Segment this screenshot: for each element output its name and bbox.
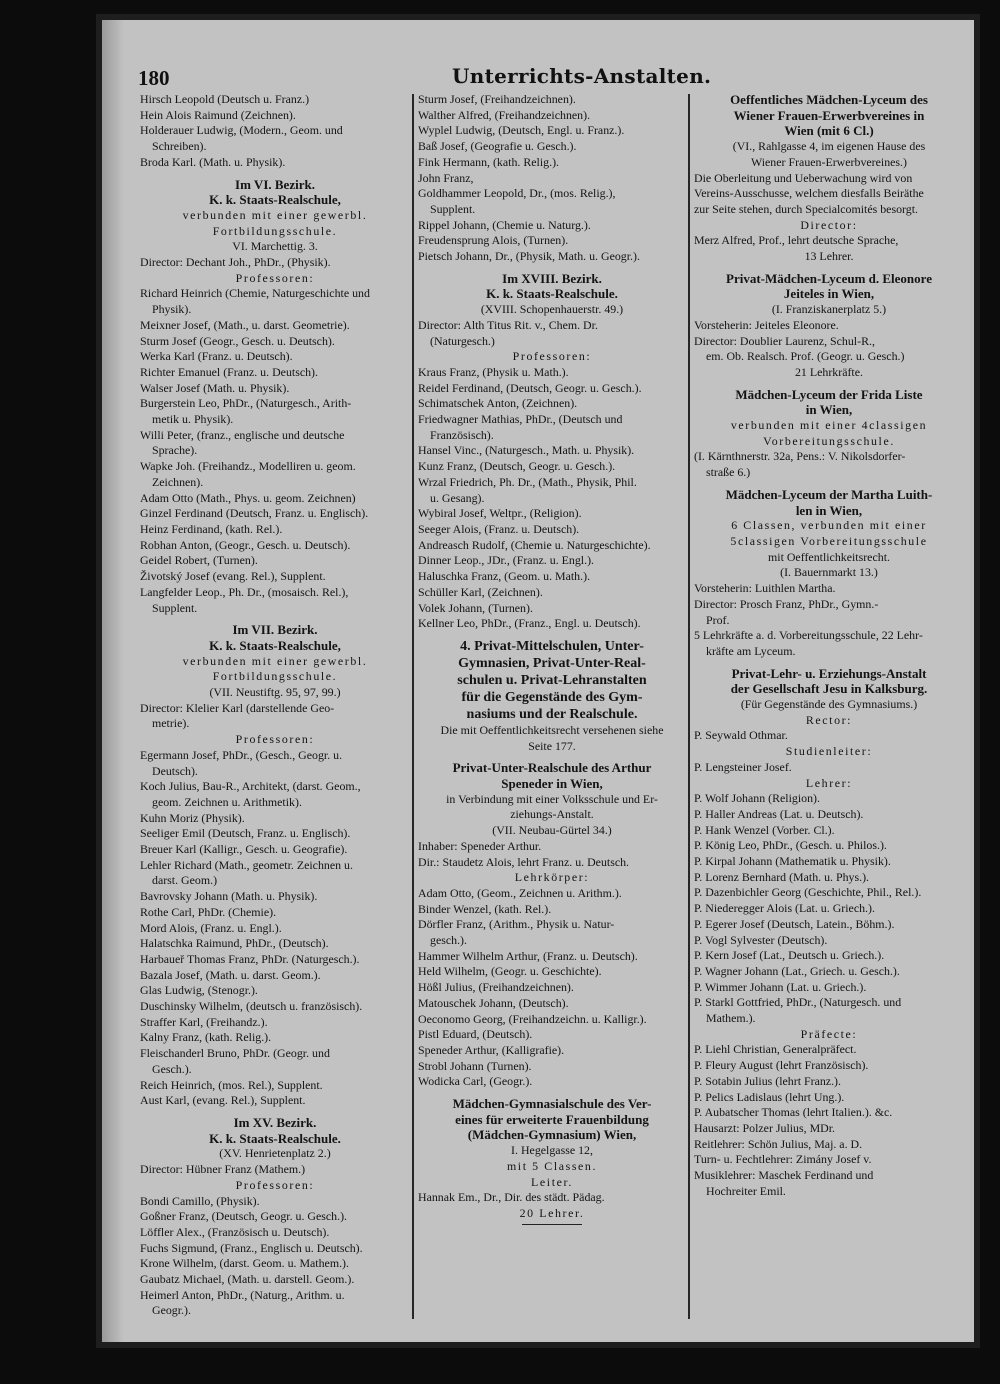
section-end-rule	[522, 1224, 582, 1225]
entry-line: Meixner Josef, (Math., u. darst. Geometrie).	[140, 317, 350, 332]
centered-line: in Verbindung mit einer Volksschule und Er-	[446, 791, 658, 806]
entry-line: Director: Prosch Franz, PhDr., Gymn.-	[694, 596, 879, 611]
entry-line: Musiklehrer: Maschek Ferdinand und	[694, 1168, 874, 1183]
major-heading: Gymnasien, Privat-Unter-Real-	[458, 655, 646, 671]
centered-line: (VII. Neubau-Gürtel 34.)	[492, 823, 612, 838]
spaced-label: Leiter.	[531, 1174, 573, 1189]
entry-line: Werka Karl (Franz. u. Deutsch).	[140, 349, 293, 364]
entry-line: Hansel Vinc., (Naturgesch., Math. u. Physik).	[418, 443, 635, 458]
entry-line: Ginzel Ferdinand (Deutsch, Franz. u. Englisch).	[140, 506, 369, 521]
page-number: 180	[138, 66, 170, 90]
entry-line: Oeconomo Georg, (Freihandzeichn. u. Kalligr.).	[418, 1011, 647, 1026]
entry-line: Strobl Johann (Turnen).	[418, 1058, 532, 1073]
entry-line: Reitlehrer: Schön Julius, Maj. a. D.	[694, 1136, 863, 1151]
spaced-label: mit 5 Classen.	[506, 1158, 598, 1173]
entry-line: Goldhammer Leopold, Dr., (mos. Relig.),	[418, 186, 616, 201]
entry-continuation: Gesch.).	[152, 1061, 192, 1076]
entry-line: Heimerl Anton, PhDr., (Naturg., Arithm. u.	[140, 1287, 345, 1302]
running-head: Unterrichts-Anstalten.	[452, 64, 712, 88]
entry-line: P. Dazenbichler Georg (Geschichte, Phil., Rel.).	[694, 885, 922, 900]
section-heading: (Mädchen-Gymnasium) Wien,	[467, 1127, 637, 1143]
section-heading: Mädchen-Lyceum der Frida Liste	[735, 386, 923, 402]
entry-continuation: Schreiben).	[152, 139, 207, 154]
entry-line: Walser Josef (Math. u. Physik).	[140, 380, 290, 395]
entry-line: Baß Josef, (Geografie u. Gesch.).	[418, 139, 577, 154]
entry-continuation: Sprache).	[152, 443, 198, 458]
page-gutter	[102, 20, 124, 1342]
section-heading: Mädchen-Lyceum der Martha Luith-	[725, 486, 933, 502]
spaced-label: Director:	[800, 217, 858, 232]
centered-line: I. Hegelgasse 12,	[511, 1143, 593, 1158]
entry-continuation: Zeichnen).	[152, 474, 204, 489]
entry-line: Fuchs Sigmund, (Franz., Englisch u. Deutsch).	[140, 1240, 363, 1255]
entry-line: Burgerstein Leo, PhDr., (Naturgesch., Arith-	[140, 396, 352, 411]
section-heading: Privat-Lehr- u. Erziehungs-Anstalt	[731, 665, 927, 681]
entry-line: Die Oberleitung und Ueberwachung wird von	[694, 170, 913, 185]
entry-line: P. Wimmer Johann (Lat. u. Griech.).	[694, 979, 867, 994]
entry-continuation: u. Gesang).	[430, 490, 485, 505]
entry-line: Sturm Josef, (Freihandzeichnen).	[418, 92, 576, 106]
entry-line: Bazala Josef, (Math. u. darst. Geom.).	[140, 967, 321, 982]
entry-continuation: Mathem.).	[706, 1011, 756, 1026]
spaced-label: Vorbereitungsschule.	[763, 433, 895, 448]
spaced-label: verbunden mit einer gewerbl.	[182, 653, 368, 668]
entry-line: P. König Leo, PhDr., (Gesch. u. Philos.).	[694, 838, 887, 853]
centered-line: Die mit Oeffentlichkeitsrecht versehenen siehe	[440, 722, 664, 737]
section-heading: der Gesellschaft Jesu in Kalksburg.	[730, 681, 928, 697]
entry-line: Hausarzt: Polzer Julius, MDr.	[694, 1121, 836, 1135]
entry-continuation: Französisch).	[430, 427, 494, 442]
entry-line: P. Kern Josef (Lat., Deutsch u. Griech.).	[694, 948, 885, 963]
spaced-label: Lehrkörper:	[514, 870, 590, 885]
entry-line: P. Fleury August (lehrt Französisch).	[694, 1058, 869, 1073]
entry-line: Turn- u. Fechtlehrer: Zimány Josef v.	[694, 1152, 872, 1167]
entry-line: P. Niederegger Alois (Lat. u. Griech.).	[694, 901, 875, 916]
spaced-label: Professoren:	[512, 349, 592, 364]
entry-line: P. Sotabin Julius (lehrt Franz.).	[694, 1073, 841, 1088]
section-heading: Im XVIII. Bezirk.	[502, 270, 602, 286]
entry-line: Wrzal Friedrich, Ph. Dr., (Math., Physik, Phil.	[418, 474, 637, 489]
entry-line: Hößl Julius, (Freihandzeichnen).	[418, 980, 574, 995]
entry-line: Wybiral Josef, Weltpr., (Religion).	[418, 506, 582, 521]
text-column-right	[694, 92, 964, 1200]
entry-line: Pietsch Johann, Dr., (Physik, Math. u. Geogr.).	[418, 249, 640, 264]
entry-line: Seeliger Emil (Deutsch, Franz. u. Englisch).	[140, 826, 351, 841]
entry-line: (I. Kärnthnerstr. 32a, Pens.: V. Nikolsdorfer-	[694, 449, 906, 464]
entry-line: P. Haller Andreas (Lat. u. Deutsch).	[694, 806, 864, 821]
entry-line: Dir.: Staudetz Alois, lehrt Franz. u. Deutsch.	[418, 854, 630, 869]
entry-line: John Franz,	[418, 170, 474, 185]
entry-line: Krone Wilhelm, (darst. Geom. u. Mathem.).	[140, 1256, 349, 1271]
entry-line: Wyplel Ludwig, (Deutsch, Engl. u. Franz.).	[418, 123, 625, 138]
column-rule	[688, 94, 690, 1319]
entry-line: Director: Hübner Franz (Mathem.)	[140, 1162, 306, 1177]
entry-line: Langfelder Leop., Ph. Dr., (mosaisch. Rel.),	[140, 584, 349, 599]
entry-line: Freudensprung Alois, (Turnen).	[418, 233, 569, 248]
centered-line: mit Oeffentlichkeitsrecht.	[768, 549, 890, 564]
entry-continuation: kräfte am Lyceum.	[706, 643, 796, 658]
entry-line: Wapke Joh. (Freihandz., Modelliren u. geom.	[140, 459, 356, 474]
centered-line: Wiener Frauen-Erwerbvereines.)	[750, 154, 907, 169]
entry-line: Broda Karl. (Math. u. Physik).	[140, 154, 286, 169]
entry-line: Director: Doublier Laurenz, Schul-R.,	[694, 333, 875, 348]
entry-line: Löffler Alex., (Französisch u. Deutsch).	[140, 1224, 330, 1239]
centered-line: (Für Gegenstände des Gymnasiums.)	[740, 697, 918, 712]
entry-line: Hein Alois Raimund (Zeichnen).	[140, 107, 296, 122]
section-heading: Wien (mit 6 Cl.)	[784, 123, 874, 139]
entry-line: Fink Hermann, (kath. Relig.).	[418, 154, 560, 169]
entry-line: Holderauer Ludwig, (Modern., Geom. und	[140, 123, 343, 138]
spaced-label: Lehrer:	[805, 775, 853, 790]
section-heading: Privat-Mädchen-Lyceum d. Eleonore	[726, 270, 932, 286]
entry-line: Hirsch Leopold (Deutsch u. Franz.)	[140, 92, 310, 106]
entry-line: P. Pelics Ladislaus (lehrt Ung.).	[694, 1089, 845, 1104]
spaced-label: verbunden mit einer 4classigen	[730, 418, 928, 433]
entry-line: Kellner Leo, PhDr., (Franz., Engl. u. Deutsch).	[418, 616, 641, 631]
spaced-label: Professoren:	[235, 732, 315, 747]
entry-line: Duschinsky Wilhelm, (deutsch u. französisch).	[140, 999, 363, 1014]
entry-line: P. Wagner Johann (Lat., Griech. u. Gesch.).	[694, 963, 900, 978]
entry-line: Richter Emanuel (Franz. u. Deutsch).	[140, 364, 318, 379]
entry-line: Volek Johann, (Turnen).	[418, 600, 533, 615]
entry-line: Lehler Richard (Math., geometr. Zeichnen u.	[140, 857, 353, 872]
centered-line: (VII. Neustiftg. 95, 97, 99.)	[209, 685, 341, 700]
entry-line: Dinner Leop., JDr., (Franz. u. Engl.).	[418, 553, 595, 568]
entry-line: Sturm Josef (Geogr., Gesch. u. Deutsch).	[140, 333, 335, 348]
entry-line: 5 Lehrkräfte a. d. Vorbereitungsschule, 22 Lehr-	[694, 628, 923, 643]
entry-line: Geidel Robert, (Turnen).	[140, 553, 258, 568]
spaced-label: Professoren:	[235, 1177, 315, 1192]
entry-line: Breuer Karl (Kalligr., Gesch. u. Geografie).	[140, 842, 348, 857]
section-heading: Im XV. Bezirk.	[233, 1115, 317, 1130]
entry-line: Held Wilhelm, (Geogr. u. Geschichte).	[418, 964, 602, 979]
section-heading: in Wien,	[805, 402, 853, 418]
entry-line: Reidel Ferdinand, (Deutsch, Geogr. u. Gesch.).	[418, 380, 642, 395]
spaced-label: Studienleiter:	[785, 744, 873, 759]
entry-line: Glas Ludwig, (Stenogr.).	[140, 983, 258, 998]
entry-line: Willi Peter, (franz., englische und deutsche	[140, 427, 345, 442]
entry-line: Walther Alfred, (Freihandzeichnen).	[418, 107, 591, 122]
entry-line: P. Aubatscher Thomas (lehrt Italien.). &c.	[694, 1105, 893, 1120]
section-heading: Speneder in Wien,	[501, 776, 603, 792]
entry-line: Mord Alois, (Franz. u. Engl.).	[140, 920, 282, 935]
entry-line: P. Hank Wenzel (Vorber. Cl.).	[694, 822, 835, 837]
centered-line: (XV. Henrietenplatz 2.)	[219, 1146, 331, 1161]
entry-continuation: (Naturgesch.)	[430, 333, 495, 348]
entry-line: Robhan Anton, (Geogr., Gesch. u. Deutsch).	[140, 537, 351, 552]
entry-line: Reich Heinrich, (mos. Rel.), Supplent.	[140, 1077, 323, 1092]
centered-line: (I. Bauernmarkt 13.)	[780, 565, 878, 580]
entry-line: Director: Dechant Joh., PhDr., (Physik).	[140, 255, 331, 270]
spaced-label: Präfecte:	[800, 1026, 858, 1041]
entry-continuation: Physik).	[152, 302, 192, 317]
centered-line: Seite 177.	[528, 738, 576, 753]
section-heading: eines für erweiterte Frauenbildung	[455, 1111, 649, 1127]
entry-line: Inhaber: Speneder Arthur.	[418, 838, 542, 853]
entry-line: Životský Josef (evang. Rel.), Supplent.	[140, 569, 326, 584]
entry-line: Kunz Franz, (Deutsch, Geogr. u. Gesch.).	[418, 459, 616, 474]
entry-line: Vorsteherin: Luithlen Martha.	[694, 581, 836, 596]
spaced-label: 6 Classen, verbunden mit einer	[731, 518, 927, 533]
entry-continuation: Supplent.	[430, 201, 476, 216]
entry-line: Adam Otto (Math., Phys. u. geom. Zeichnen)	[140, 490, 356, 505]
centered-line: (VI., Rahlgasse 4, im eigenen Hause des	[732, 139, 926, 154]
centered-line: (I. Franziskanerplatz 5.)	[771, 302, 887, 317]
entry-line: Kuhn Moriz (Physik).	[140, 810, 245, 825]
entry-continuation: darst. Geom.)	[152, 873, 218, 888]
section-heading: K. k. Staats-Realschule.	[209, 1130, 341, 1146]
entry-line: Seeger Alois, (Franz. u. Deutsch).	[418, 521, 580, 536]
entry-line: P. Starkl Gottfried, PhDr., (Naturgesch. und	[694, 995, 902, 1010]
entry-line: Straffer Karl, (Freihandz.).	[140, 1014, 268, 1029]
section-heading: Privat-Unter-Realschule des Arthur	[452, 760, 652, 776]
major-heading: 4. Privat-Mittelschulen, Unter-	[460, 638, 644, 654]
major-heading: für die Gegenstände des Gym-	[461, 689, 643, 705]
entry-line: Hammer Wilhelm Arthur, (Franz. u. Deutsch).	[418, 948, 638, 963]
spaced-label: verbunden mit einer gewerbl.	[182, 207, 368, 222]
entry-continuation: gesch.).	[430, 933, 467, 948]
entry-line: Bavrovsky Johann (Math. u. Physik).	[140, 889, 318, 904]
entry-line: Kraus Franz, (Physik u. Math.).	[418, 364, 569, 379]
entry-line: Rothe Carl, PhDr. (Chemie).	[140, 904, 277, 919]
major-heading: schulen u. Privat-Lehranstalten	[457, 672, 647, 688]
entry-continuation: Hochreiter Emil.	[706, 1183, 786, 1198]
spaced-label: Professoren:	[235, 270, 315, 285]
centered-line: 13 Lehrer.	[804, 249, 854, 264]
entry-line: Binder Wenzel, (kath. Rel.).	[418, 901, 552, 916]
entry-line: Bondi Camillo, (Physik).	[140, 1193, 260, 1208]
book-page	[102, 20, 974, 1342]
section-heading: K. k. Staats-Realschule.	[486, 286, 618, 302]
centered-line: ziehungs-Anstalt.	[510, 807, 594, 822]
entry-continuation: geom. Zeichnen u. Arithmetik).	[152, 794, 302, 809]
centered-line: (XVIII. Schopenhauerstr. 49.)	[480, 302, 624, 317]
text-column-left	[140, 92, 410, 1319]
column-rule	[412, 94, 414, 1319]
entry-line: P. Egerer Josef (Deutsch, Latein., Böhm.).	[694, 916, 895, 931]
entry-continuation: straße 6.)	[706, 465, 751, 480]
entry-line: Friedwagner Mathias, PhDr., (Deutsch und	[418, 412, 623, 427]
entry-line: Vereins-Ausschusse, welchem diesfalls Beiräthe	[694, 186, 924, 201]
entry-continuation: Prof.	[706, 612, 730, 627]
section-heading: K. k. Staats-Realschule,	[209, 192, 341, 208]
entry-line: Heinz Ferdinand, (kath. Rel.).	[140, 521, 283, 536]
entry-continuation: metik u. Physik).	[152, 412, 234, 427]
entry-line: P. Kirpal Johann (Mathematik u. Physik).	[694, 854, 891, 869]
entry-line: Merz Alfred, Prof., lehrt deutsche Sprache,	[694, 233, 899, 248]
entry-line: Fleischanderl Bruno, PhDr. (Geogr. und	[140, 1046, 330, 1061]
text-column-middle	[418, 92, 686, 1225]
entry-continuation: Deutsch).	[152, 763, 198, 778]
entry-line: Harbaueř Thomas Franz, PhDr. (Naturgesch.).	[140, 951, 360, 966]
entry-line: Aust Karl, (evang. Rel.), Supplent.	[140, 1093, 306, 1108]
section-heading: K. k. Staats-Realschule,	[209, 637, 341, 653]
section-heading: len in Wien,	[795, 502, 863, 518]
entry-line: Pistl Eduard, (Deutsch).	[418, 1027, 533, 1042]
spaced-label: 5classigen Vorbereitungsschule	[730, 533, 928, 548]
centered-line: VI. Marchettig. 3.	[232, 239, 318, 254]
entry-line: P. Lengsteiner Josef.	[694, 759, 792, 774]
spaced-label: Fortbildungsschule.	[212, 669, 338, 684]
section-heading: Wiener Frauen-Erwerbvereines in	[733, 107, 925, 123]
entry-line: Rippel Johann, (Chemie u. Naturg.).	[418, 217, 591, 232]
entry-line: Schimatschek Anton, (Zeichnen).	[418, 396, 578, 411]
entry-line: Kalny Franz, (kath. Relig.).	[140, 1030, 272, 1045]
entry-line: Adam Otto, (Geom., Zeichnen u. Arithm.).	[418, 885, 622, 900]
entry-line: Egermann Josef, PhDr., (Gesch., Geogr. u.	[140, 747, 343, 762]
entry-line: P. Vogl Sylvester (Deutsch).	[694, 932, 828, 947]
entry-line: Richard Heinrich (Chemie, Naturgeschichte und	[140, 286, 370, 301]
spaced-label: Rector:	[805, 712, 853, 727]
entry-line: zur Seite stehen, durch Specialcomités besorgt.	[694, 201, 918, 216]
section-heading: Mädchen-Gymnasialschule des Ver-	[452, 1096, 652, 1112]
entry-line: Halatschka Raimund, PhDr., (Deutsch).	[140, 936, 329, 951]
entry-line: P. Lorenz Bernhard (Math. u. Phys.).	[694, 869, 870, 884]
major-heading: nasiums und der Realschule.	[466, 706, 638, 722]
entry-line: Andreasch Rudolf, (Chemie u. Naturgeschichte).	[418, 537, 651, 552]
entry-line: Wodicka Carl, (Geogr.).	[418, 1074, 533, 1089]
entry-line: Haluschka Franz, (Geom. u. Math.).	[418, 569, 591, 584]
entry-line: Dörfler Franz, (Arithm., Physik u. Natur-	[418, 917, 615, 932]
entry-line: Speneder Arthur, (Kalligrafie).	[418, 1042, 565, 1057]
entry-line: Gaubatz Michael, (Math. u. darstell. Geom.).	[140, 1272, 355, 1287]
entry-line: Goßner Franz, (Deutsch, Geogr. u. Gesch.).	[140, 1209, 348, 1224]
entry-continuation: metrie).	[152, 716, 190, 731]
section-heading: Oeffentliches Mädchen-Lyceum des	[730, 92, 928, 107]
section-heading: Jeiteles in Wien,	[783, 286, 875, 302]
section-heading: Im VI. Bezirk.	[235, 176, 315, 192]
entry-line: P. Liehl Christian, Generalpräfect.	[694, 1042, 857, 1057]
entry-line: Matouschek Johann, (Deutsch).	[418, 995, 569, 1010]
entry-line: Director: Alth Titus Rit. v., Chem. Dr.	[418, 317, 598, 332]
section-heading: Im VII. Bezirk.	[232, 622, 318, 638]
entry-line: Schüller Karl, (Zeichnen).	[418, 584, 543, 599]
entry-continuation: em. Ob. Realsch. Prof. (Geogr. u. Gesch.)	[706, 349, 905, 364]
entry-line: P. Seywald Othmar.	[694, 728, 788, 743]
entry-line: Director: Klelier Karl (darstellende Geo-	[140, 700, 335, 715]
entry-line: Koch Julius, Bau-R., Architekt, (darst. Geom.,	[140, 779, 361, 794]
entry-line: Vorsteherin: Jeiteles Eleonore.	[694, 317, 839, 332]
entry-continuation: Geogr.).	[152, 1303, 191, 1318]
entry-continuation: Supplent.	[152, 600, 198, 615]
entry-line: P. Wolf Johann (Religion).	[694, 791, 820, 806]
entry-line: Hannak Em., Dr., Dir. des städt. Pädag.	[418, 1190, 605, 1205]
centered-line: 21 Lehrkräfte.	[794, 364, 863, 379]
spaced-label: Fortbildungsschule.	[212, 223, 338, 238]
spaced-label: 20 Lehrer.	[519, 1206, 585, 1220]
